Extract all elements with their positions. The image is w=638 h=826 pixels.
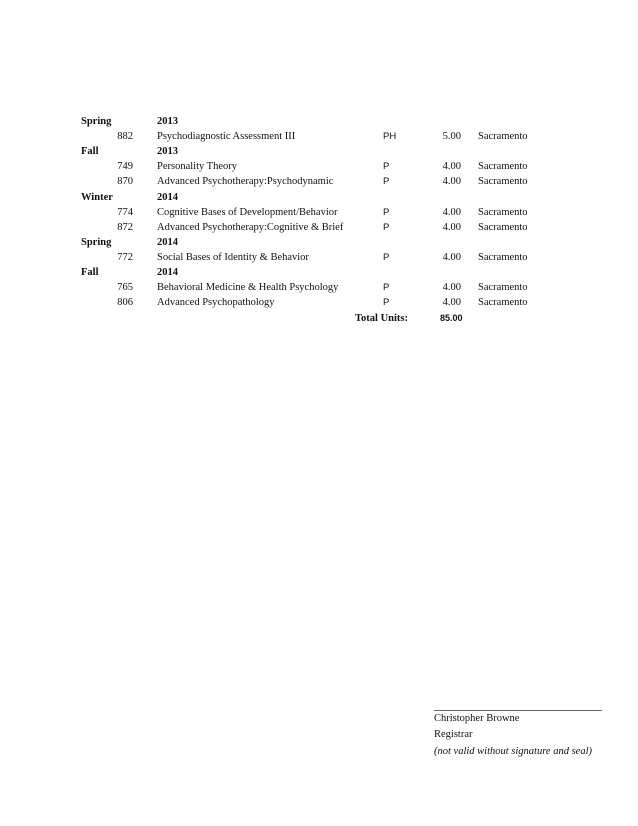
- course-units: 4.00: [442, 282, 461, 293]
- course-grade: P: [383, 252, 390, 263]
- signature-line: [434, 710, 602, 711]
- course-units: 4.00: [442, 207, 461, 218]
- term-year: 2014: [157, 237, 178, 248]
- validity-note: (not valid without signature and seal): [434, 746, 592, 757]
- total-units-value: 85.00: [440, 313, 463, 323]
- course-title: Behavioral Medicine & Health Psychology: [157, 282, 339, 293]
- total-units-label: Total Units:: [355, 313, 408, 324]
- course-number: 772: [117, 252, 133, 263]
- course-location: Sacramento: [478, 282, 528, 293]
- course-grade: P: [383, 222, 390, 233]
- course-units: 5.00: [442, 131, 461, 142]
- course-title: Social Bases of Identity & Behavior: [157, 252, 309, 263]
- course-number: 774: [117, 207, 133, 218]
- course-title: Advanced Psychopathology: [157, 297, 275, 308]
- course-number: 749: [117, 161, 133, 172]
- total-units-row: [0, 311, 638, 326]
- course-title: Psychodiagnostic Assessment III: [157, 131, 296, 142]
- course-row: [0, 295, 638, 310]
- course-location: Sacramento: [478, 207, 528, 218]
- course-grade: P: [383, 282, 390, 293]
- registrar-title: Registrar: [434, 729, 473, 740]
- course-grade: P: [383, 176, 390, 187]
- course-location: Sacramento: [478, 297, 528, 308]
- course-row: [0, 174, 638, 189]
- course-row: [0, 280, 638, 295]
- term-name: Fall: [81, 267, 99, 278]
- term-year: 2014: [157, 267, 178, 278]
- course-units: 4.00: [442, 222, 461, 233]
- course-row: [0, 129, 638, 144]
- term-name: Spring: [81, 116, 112, 127]
- term-header: [0, 190, 638, 205]
- course-number: 870: [117, 176, 133, 187]
- term-header: [0, 235, 638, 250]
- course-units: 4.00: [442, 297, 461, 308]
- term-name: Fall: [81, 146, 99, 157]
- term-year: 2013: [157, 116, 178, 127]
- term-year: 2014: [157, 192, 178, 203]
- course-location: Sacramento: [478, 176, 528, 187]
- course-location: Sacramento: [478, 161, 528, 172]
- course-title: Personality Theory: [157, 161, 238, 172]
- course-number: 872: [117, 222, 133, 233]
- course-units: 4.00: [442, 252, 461, 263]
- course-grade: P: [383, 207, 390, 218]
- course-units: 4.00: [442, 161, 461, 172]
- term-name: Spring: [81, 237, 112, 248]
- term-header: [0, 144, 638, 159]
- registrar-name: Christopher Browne: [434, 713, 520, 724]
- course-number: 882: [117, 131, 133, 142]
- course-location: Sacramento: [478, 131, 528, 142]
- term-header: [0, 114, 638, 129]
- course-row: [0, 250, 638, 265]
- course-title: Advanced Psychotherapy:Psychodynamic: [157, 176, 334, 187]
- course-grade: P: [383, 297, 390, 308]
- term-year: 2013: [157, 146, 178, 157]
- term-header: [0, 265, 638, 280]
- course-title: Cognitive Bases of Development/Behavior: [157, 207, 338, 218]
- course-row: [0, 159, 638, 174]
- course-location: Sacramento: [478, 252, 528, 263]
- course-location: Sacramento: [478, 222, 528, 233]
- term-name: Winter: [81, 192, 113, 203]
- course-title: Advanced Psychotherapy:Cognitive & Brief: [157, 222, 344, 233]
- course-number: 765: [117, 282, 133, 293]
- course-grade: P: [383, 161, 390, 172]
- course-grade: PH: [383, 131, 397, 142]
- course-row: [0, 205, 638, 220]
- course-number: 806: [117, 297, 133, 308]
- course-units: 4.00: [442, 176, 461, 187]
- course-row: [0, 220, 638, 235]
